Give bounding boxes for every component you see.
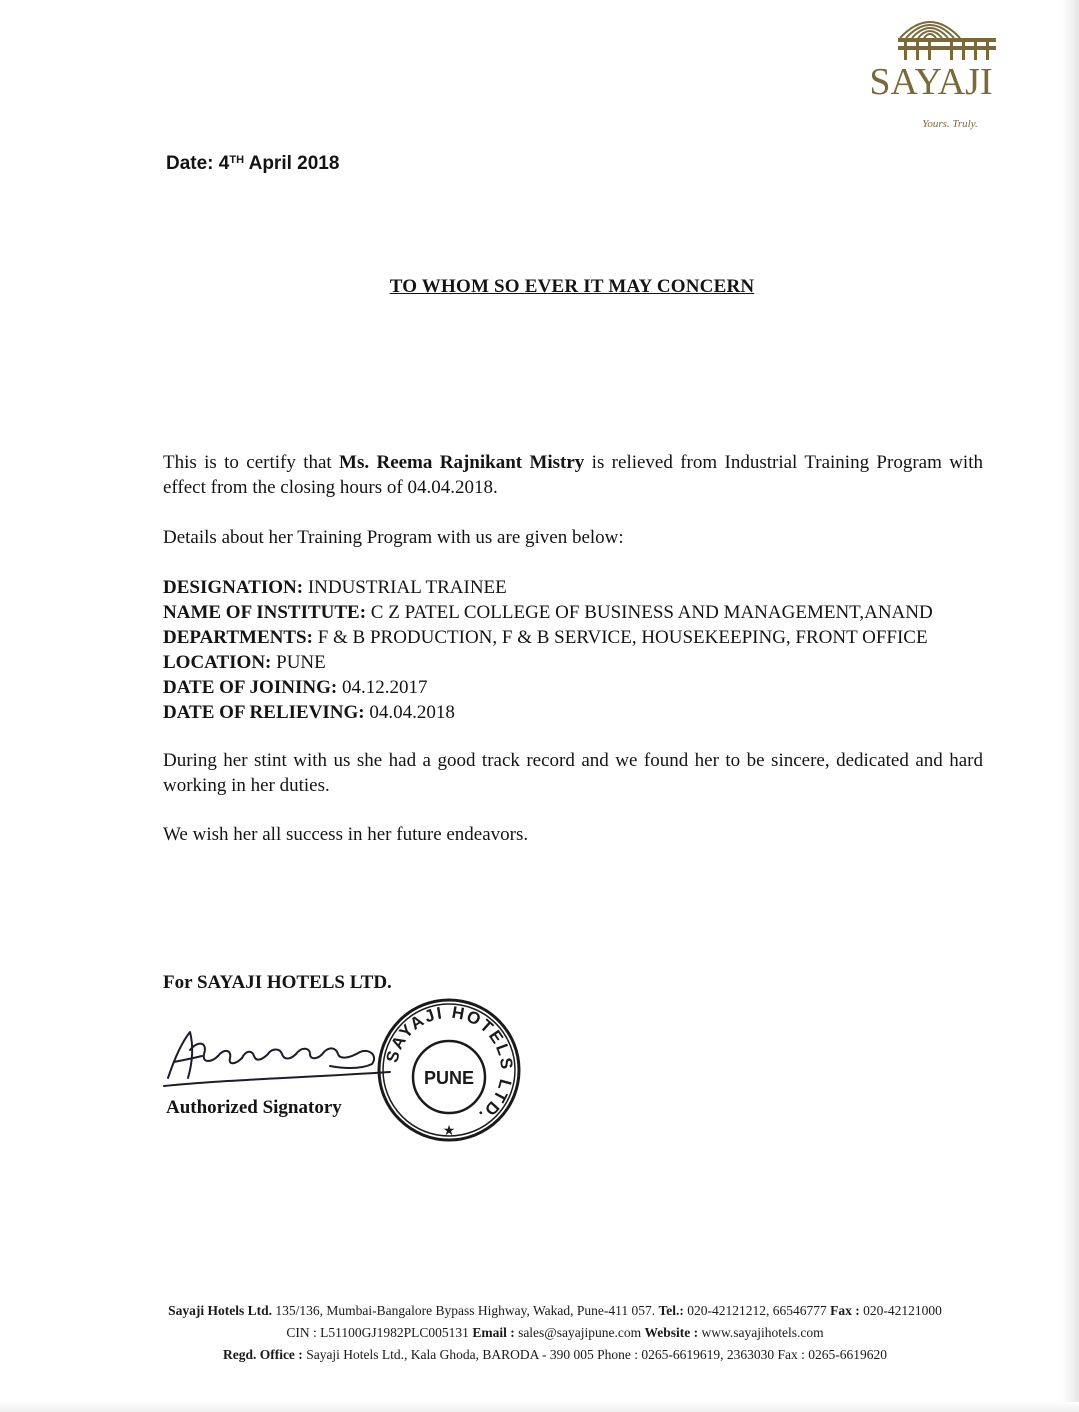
footer-line-2 [60, 1322, 1050, 1344]
detail-value: C Z PATEL COLLEGE OF BUSINESS AND MANAGEMENT,ANAND [366, 602, 933, 623]
svg-text:SAYAJI HOTELS LTD. [382, 1003, 516, 1127]
stamp-seal-icon [374, 995, 524, 1145]
logo-brand: SAYAJI [869, 61, 993, 103]
stamp-center-text: PUNE [423, 1068, 475, 1088]
detail-key: NAME OF INSTITUTE: [163, 602, 367, 623]
detail-row [163, 575, 983, 600]
page-edge-shadow [1061, 0, 1079, 1412]
detail-value: 04.12.2017 [337, 677, 428, 698]
trainee-name: Ms. Reema Rajnikant Mistry [339, 452, 585, 473]
detail-row [163, 675, 983, 700]
detail-row [163, 600, 983, 625]
dome-emblem-icon [850, 8, 1010, 68]
detail-key: LOCATION: [163, 652, 272, 673]
date-suffix: TH [229, 154, 245, 166]
detail-key: DATE OF RELIEVING: [163, 702, 365, 723]
date-label: Date: 4 [166, 153, 230, 174]
footer-line-1 [60, 1300, 1050, 1322]
detail-value: INDUSTRIAL TRAINEE [303, 577, 507, 598]
footer-web-label: Website : [644, 1325, 699, 1340]
certify-paragraph [163, 450, 983, 500]
detail-value: F & B PRODUCTION, F & B SERVICE, HOUSEKEEPING, FRONT OFFICE [312, 627, 928, 648]
letter-date [166, 153, 339, 175]
detail-key: DESIGNATION: [163, 577, 304, 598]
letter-heading: TO WHOM SO EVER IT MAY CONCERN [389, 276, 755, 297]
footer-web: www.sayajihotels.com [698, 1325, 824, 1340]
footer-address: 135/136, Mumbai-Bangalore Bypass Highway, Wakad, Pune-411 057. [272, 1303, 659, 1318]
footer-company: Sayaji Hotels Ltd. [168, 1303, 272, 1318]
authorized-signatory: Authorized Signatory [166, 1097, 342, 1118]
footer-regd-text: Sayaji Hotels Ltd., Kala Ghoda, BARODA - 390 005 Phone : 0265-6619619, 2363030 Fax : 0265-6619620 [302, 1347, 888, 1362]
detail-row [163, 700, 983, 725]
company-stamp [374, 995, 524, 1145]
footer-line-3 [60, 1344, 1050, 1366]
letter-footer [60, 1300, 1050, 1366]
detail-key: DATE OF JOINING: [163, 677, 338, 698]
date-rest: April 2018 [248, 153, 340, 174]
footer-email-label: Email : [472, 1325, 515, 1340]
certify-pre: This is to certify that [163, 452, 340, 473]
stamp-ring-text: SAYAJI HOTELS LTD. [382, 1002, 517, 1127]
detail-row [163, 650, 983, 675]
certify-post: is relieved from Industrial Training Program with effect from the closing hours of 04.04.2018. [163, 452, 983, 498]
detail-row [163, 625, 983, 650]
footer-tel-label: Tel.: [658, 1303, 684, 1318]
sayaji-logo [850, 8, 1010, 133]
logo-tagline: Yours. Truly. [922, 118, 978, 130]
detail-key: DEPARTMENTS: [163, 627, 313, 648]
wishes-paragraph: We wish her all success in her future endeavors. [163, 824, 529, 845]
for-company: For SAYAJI HOTELS LTD. [163, 972, 392, 993]
footer-fax: 020-42121000 [859, 1303, 942, 1318]
details-intro: Details about her Training Program with us are given below: [163, 527, 624, 548]
footer-tel: 020-42121212, 66546777 [683, 1303, 831, 1318]
page-bottom-shadow [0, 1402, 1079, 1412]
detail-value: PUNE [271, 652, 326, 673]
footer-cin: CIN : L51100GJ1982PLC005131 [286, 1325, 473, 1340]
handwritten-signature [160, 1020, 400, 1100]
footer-regd-label: Regd. Office : [222, 1347, 303, 1362]
footer-email: sales@sayajipune.com [514, 1325, 645, 1340]
footer-fax-label: Fax : [830, 1303, 860, 1318]
remarks-paragraph: During her stint with us she had a good track record and we found her to be sincere, dedicated and hard working in her duties. [163, 750, 983, 796]
star-icon: ★ [442, 1123, 456, 1139]
detail-value: 04.04.2018 [364, 702, 455, 723]
details-list [163, 575, 983, 725]
